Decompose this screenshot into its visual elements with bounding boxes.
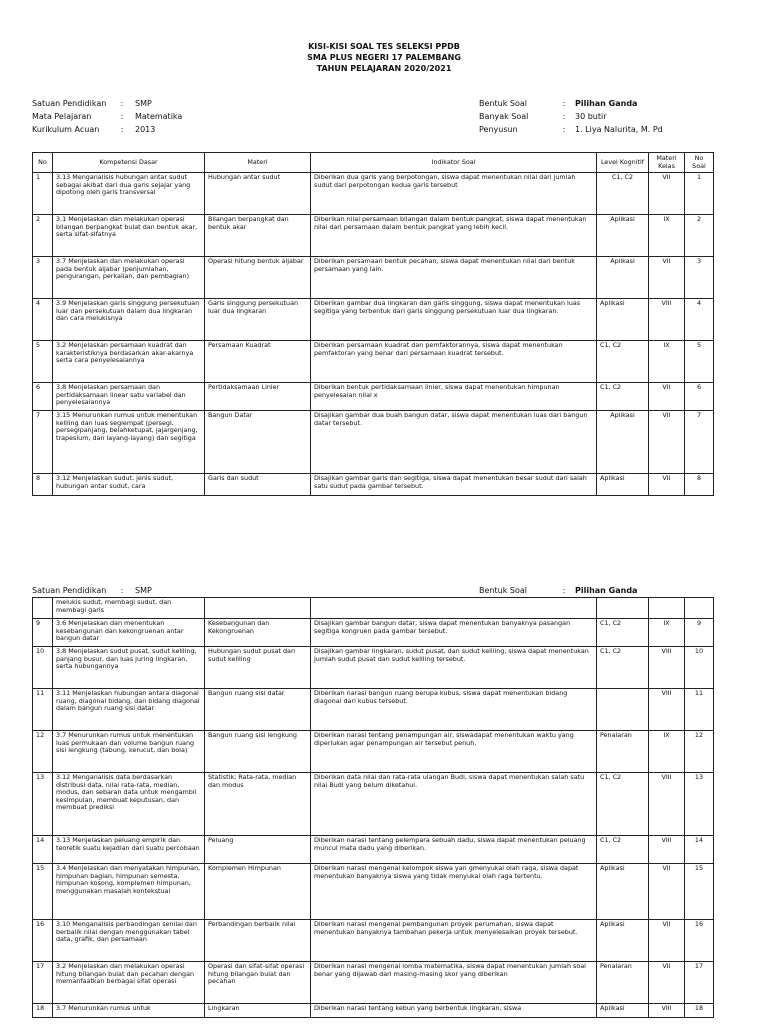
cell-kelas: IX bbox=[649, 731, 685, 773]
cell-no: 5 bbox=[33, 341, 53, 383]
table-row bbox=[33, 962, 714, 1004]
cell-nosoal: 3 bbox=[685, 257, 714, 299]
cell-indikator: Diberikan narasi tentang penampungan air, siswadapat menentukan waktu yang diperlukan agar penampungan air tersebut penuh. bbox=[311, 731, 597, 773]
meta-label: Mata Pelajaran bbox=[32, 112, 92, 121]
cell-kelas bbox=[649, 598, 685, 619]
meta-label: Satuan Pendidikan bbox=[32, 99, 107, 108]
cell-no: 14 bbox=[33, 836, 53, 864]
cell-level bbox=[597, 598, 649, 619]
meta-colon: : bbox=[562, 99, 566, 108]
kisi-table-page2 bbox=[32, 597, 714, 1018]
cell-no: 1 bbox=[33, 173, 53, 215]
cell-materi: Komplemen Himpunan bbox=[205, 864, 311, 920]
cell-kd: 3.7 Menjelaskan dan melakukan operasi pada bentuk aljabar (penjumlahan, pengurangan, perkalian, dan pembagian) bbox=[53, 257, 205, 299]
meta-bentuk bbox=[479, 97, 663, 110]
meta-penyusun bbox=[479, 123, 663, 136]
cell-no: 13 bbox=[33, 773, 53, 836]
cell-indikator: Disajikan gambar bangun datar, siswa dapat menentukan banyaknya pasangan segitiga kongruen pada gambar tersebut. bbox=[311, 619, 597, 647]
meta-colon: : bbox=[562, 125, 566, 134]
cell-indikator: Diberikan narasi mengenai kelompok siswa yan gmenyukai olah raga, siswa dapat menentukan banyaknya siswa yang tidak menyukai olah raga tertentu. bbox=[311, 864, 597, 920]
cell-no: 9 bbox=[33, 619, 53, 647]
header-no: No bbox=[33, 153, 53, 173]
cell-materi: Hubungan antar sudut bbox=[205, 173, 311, 215]
cell-kd: 3.9 Menjelaskan garis singgung persekutuan luar dan persekutuan dalam dua lingkaran dan cara melukisnya bbox=[53, 299, 205, 341]
cell-kd: melukis sudut, membagi sudut, dan membagi garis bbox=[53, 598, 205, 619]
table-header-row bbox=[33, 153, 714, 173]
cell-no: 8 bbox=[33, 474, 53, 496]
cell-materi: Peluang bbox=[205, 836, 311, 864]
meta-colon: : bbox=[120, 99, 124, 108]
cell-nosoal bbox=[685, 598, 714, 619]
cell-no: 11 bbox=[33, 689, 53, 731]
continuation-row bbox=[33, 598, 714, 619]
cell-nosoal: 15 bbox=[685, 864, 714, 920]
cell-level: C1, C2 bbox=[597, 383, 649, 411]
meta-value: 2013 bbox=[135, 125, 156, 134]
cell-kd: 3.2 Menjelaskan persamaan kuadrat dan karakteristiknya berdasarkan akar-akarnya serta cara penyelesaiannya bbox=[53, 341, 205, 383]
cell-kd: 3.1 Menjelaskan dan melakukan operasi bilangan berpangkat bulat dan bentuk akar, serta sifat-sifatnya bbox=[53, 215, 205, 257]
cell-nosoal: 5 bbox=[685, 341, 714, 383]
cell-indikator: Diberikan narasi mengenai lomba matematika, siswa dapat menentukan jumlah soal benar yang dijawab dari masing-masing skor yang diberikan bbox=[311, 962, 597, 1004]
cell-kelas: VIII bbox=[649, 1004, 685, 1018]
cell-materi: Bangun Datar bbox=[205, 411, 311, 474]
cell-materi: Perbandingan berbalik nilai bbox=[205, 920, 311, 962]
table-row bbox=[33, 474, 714, 496]
cell-kd: 3.12 Menganalisis data berdasarkan distribusi data, nilai rata-rata, median, modus, dan sebaran data untuk mengambil kesimpulan, membuat keputusan, dan membuat prediksi bbox=[53, 773, 205, 836]
cell-nosoal: 16 bbox=[685, 920, 714, 962]
cell-indikator: Diberikan data nilai dan rata-rata ulangan Budi, siswa dapat menentukan salah satu nilai Budi yang belum diketahui. bbox=[311, 773, 597, 836]
table-row bbox=[33, 920, 714, 962]
cell-indikator: Diberikan persamaan bentuk pecahan, siswa dapat menentukan nilai dari bentuk persamaan yang lain. bbox=[311, 257, 597, 299]
cell-no: 17 bbox=[33, 962, 53, 1004]
meta-label: Banyak Soal bbox=[479, 112, 529, 121]
meta-colon: : bbox=[120, 125, 124, 134]
cell-kd: 3.15 Menurunkan rumus untuk menentukan keliling dan luas segiempat (persegi, persegipanjang, belahketupat, jajargenjang, trapesium, dan layang-layang) dan segitiga bbox=[53, 411, 205, 474]
cell-kelas: VIII bbox=[649, 836, 685, 864]
cell-kd: 3.7 Menurunkan rumus untuk menentukan luas permukaan dan volume bangun ruang sisi lengkung (tabung, kerucut, dan bola) bbox=[53, 731, 205, 773]
cell-materi bbox=[205, 598, 311, 619]
cell-level: C1, C2 bbox=[597, 647, 649, 689]
cell-no: 6 bbox=[33, 383, 53, 411]
cell-kelas: IX bbox=[649, 215, 685, 257]
cell-materi: Statistik; Rata-rata, median dan modus bbox=[205, 773, 311, 836]
cell-nosoal: 11 bbox=[685, 689, 714, 731]
cell-indikator: Diberikan narasi tentang kebun yang berbentuk lingkaran, siswa bbox=[311, 1004, 597, 1018]
cell-level bbox=[597, 689, 649, 731]
cell-nosoal: 18 bbox=[685, 1004, 714, 1018]
cell-kd: 3.7 Menurunkan rumus untuk bbox=[53, 1004, 205, 1018]
cell-indikator: Diberikan narasi mengenai pembangunan proyek perumahan, siswa dapat menentukan banyaknya tambahan pekerja untuk menyelesaikan proyek tersebut. bbox=[311, 920, 597, 962]
meta-label: Satuan Pendidikan bbox=[32, 586, 107, 595]
cell-kelas: IX bbox=[649, 341, 685, 383]
cell-level: Aplikasi bbox=[597, 920, 649, 962]
cell-no: 10 bbox=[33, 647, 53, 689]
cell-materi: Bilangan berpangkat dan bentuk akar bbox=[205, 215, 311, 257]
cell-kelas: VII bbox=[649, 864, 685, 920]
cell-level: C1, C2 bbox=[597, 341, 649, 383]
cell-no: 2 bbox=[33, 215, 53, 257]
meta-value: SMP bbox=[135, 586, 152, 595]
cell-indikator: Diberikan dua garis yang berpotongan, siswa dapat menentukan nilai dari jumlah sudut dari perpotongan kedua garis tersebut bbox=[311, 173, 597, 215]
cell-kelas: IX bbox=[649, 619, 685, 647]
meta-label: Bentuk Soal bbox=[479, 586, 527, 595]
meta-colon: : bbox=[120, 586, 124, 595]
cell-indikator: Diberikan narasi bangun ruang berupa kubus, siswa dapat menentukan bidang diagonal dari kubus tersebut. bbox=[311, 689, 597, 731]
cell-materi: Garis dan sudut bbox=[205, 474, 311, 496]
cell-materi: Bangun ruang sisi datar bbox=[205, 689, 311, 731]
table-row bbox=[33, 173, 714, 215]
header-no-soal: No Soal bbox=[685, 153, 714, 173]
cell-kelas: VIII bbox=[649, 689, 685, 731]
table-row bbox=[33, 836, 714, 864]
cell-level: Aplikasi bbox=[597, 474, 649, 496]
meta-colon: : bbox=[562, 112, 566, 121]
cell-no: 3 bbox=[33, 257, 53, 299]
meta-mapel bbox=[32, 110, 182, 123]
meta-value: 1. Liya Nalurita, M. Pd bbox=[575, 125, 663, 134]
meta-value: Pilihan Ganda bbox=[575, 586, 638, 595]
cell-nosoal: 6 bbox=[685, 383, 714, 411]
document-title bbox=[0, 41, 768, 74]
meta-value: SMP bbox=[135, 99, 152, 108]
cell-no: 15 bbox=[33, 864, 53, 920]
meta-value: 30 butir bbox=[575, 112, 607, 121]
table-row bbox=[33, 215, 714, 257]
cell-kd: 3.11 Menjelaskan hubungan antara diagonal ruang, diagonal bidang, dan bidang diagonal dalam bangun ruang sisi datar bbox=[53, 689, 205, 731]
cell-kd: 3.8 Menjelaskan sudut pusat, sudut keliling, panjang busur, dan luas juring lingkaran, serta hubungannya bbox=[53, 647, 205, 689]
header-materi: Materi bbox=[205, 153, 311, 173]
cell-nosoal: 2 bbox=[685, 215, 714, 257]
title-line-3: TAHUN PELAJARAN 2020/2021 bbox=[316, 64, 452, 73]
cell-level: C1, C2 bbox=[597, 836, 649, 864]
cell-kelas: VIII bbox=[649, 647, 685, 689]
cell-level: Aplikasi bbox=[597, 864, 649, 920]
meta-colon: : bbox=[562, 586, 566, 595]
cell-materi: Persamaan Kuadrat bbox=[205, 341, 311, 383]
cell-kelas: VIII bbox=[649, 299, 685, 341]
cell-nosoal: 9 bbox=[685, 619, 714, 647]
table-row bbox=[33, 257, 714, 299]
cell-kd: 3.2 Menjelaskan dan melakukan operasi hitung bilangan bulat dan pecahan dengan memanfaatkan berbagai sifat operasi bbox=[53, 962, 205, 1004]
cell-kd: 3.12 Menjelaskan sudut, jenis sudut, hubungan antar sudut, cara bbox=[53, 474, 205, 496]
title-line-1: KISI-KISI SOAL TES SELEKSI PPDB bbox=[308, 42, 460, 51]
cell-kd: 3.8 Menjelaskan persamaan dan pertidaksamaan linear satu variabel dan penyelesaiannya bbox=[53, 383, 205, 411]
cell-nosoal: 1 bbox=[685, 173, 714, 215]
header-kompetensi-dasar: Kompetensi Dasar bbox=[53, 153, 205, 173]
table-row bbox=[33, 299, 714, 341]
cell-indikator: Disajikan gambar lingkaran, sudut pusat, dan sudut keliling, siswa dapat menentukan jumlah sudut pusat dan sudut keliling tersebut. bbox=[311, 647, 597, 689]
cell-level: Aplikasi bbox=[597, 215, 649, 257]
meta-right bbox=[479, 97, 663, 136]
meta-colon: : bbox=[120, 112, 124, 121]
cell-level: C1, C2 bbox=[597, 619, 649, 647]
cell-materi: Bangun ruang sisi lengkung bbox=[205, 731, 311, 773]
cell-no: 16 bbox=[33, 920, 53, 962]
table-row bbox=[33, 773, 714, 836]
table-row bbox=[33, 411, 714, 474]
cell-kelas: VII bbox=[649, 962, 685, 1004]
page2-meta-right bbox=[479, 584, 637, 597]
table-row bbox=[33, 689, 714, 731]
cell-kd: 3.10 Menganalisis perbandingan senilai dan berbalik nilai dengan menggunakan tabel data, grafik, dan persamaan bbox=[53, 920, 205, 962]
cell-nosoal: 8 bbox=[685, 474, 714, 496]
cell-nosoal: 12 bbox=[685, 731, 714, 773]
cell-materi: Kesebangunan dan Kekongruenan bbox=[205, 619, 311, 647]
meta-kurikulum bbox=[32, 123, 182, 136]
cell-no: 12 bbox=[33, 731, 53, 773]
table-row bbox=[33, 864, 714, 920]
header-indikator: Indikator Soal bbox=[311, 153, 597, 173]
cell-level: Aplikasi bbox=[597, 411, 649, 474]
table-row bbox=[33, 619, 714, 647]
table-row bbox=[33, 647, 714, 689]
page2-meta-left bbox=[32, 584, 152, 597]
cell-indikator: Disajikan gambar garis dan segitiga, siswa dapat menentukan besar sudut dari salah satu sudut pada gambar tersebut. bbox=[311, 474, 597, 496]
page2-satuan bbox=[32, 584, 152, 597]
cell-kelas: VII bbox=[649, 411, 685, 474]
header-materi-kelas: Materi Kelas bbox=[649, 153, 685, 173]
meta-label: Penyusun bbox=[479, 125, 518, 134]
cell-indikator: Diberikan gambar dua lingkaran dan garis singgung, siswa dapat menentukan luas segitiga yang terbentuk dari garis singgung persekutuan luar dua lingkaran. bbox=[311, 299, 597, 341]
meta-banyak bbox=[479, 110, 663, 123]
cell-level: Penalaran bbox=[597, 731, 649, 773]
meta-satuan bbox=[32, 97, 182, 110]
cell-materi: Hubungan sudut pusat dan sudut keliling bbox=[205, 647, 311, 689]
meta-left bbox=[32, 97, 182, 136]
cell-level: C1, C2 bbox=[597, 773, 649, 836]
cell-level: C1, C2 bbox=[597, 173, 649, 215]
cell-indikator: Diberikan nilai persamaan bilangan dalam bentuk pangkat, siswa dapat menentukan nilai dari persamaan dalam bentuk pangkat yang lebih kecil. bbox=[311, 215, 597, 257]
cell-kelas: VII bbox=[649, 173, 685, 215]
cell-level: Aplikasi bbox=[597, 1004, 649, 1018]
kisi-table-page1 bbox=[32, 152, 714, 496]
cell-nosoal: 10 bbox=[685, 647, 714, 689]
cell-materi: Garis singgung persekutuan luar dua lingkaran bbox=[205, 299, 311, 341]
cell-indikator: Disajikan gambar dua buah bangun datar, siswa dapat menentukan luas dari bangun datar tersebut. bbox=[311, 411, 597, 474]
cell-no: 7 bbox=[33, 411, 53, 474]
meta-value: Matematika bbox=[135, 112, 183, 121]
cell-materi: Operasi hitung bentuk aljabar bbox=[205, 257, 311, 299]
cell-materi: Lingkaran bbox=[205, 1004, 311, 1018]
cell-kd: 3.13 Menjelaskan peluang empirik dan teoretik suatu kejadian dari suatu percobaan bbox=[53, 836, 205, 864]
page2-bentuk bbox=[479, 584, 637, 597]
table-row bbox=[33, 1004, 714, 1018]
cell-kd: 3.13 Menganalisis hubungan antar sudut sebagai akibat dari dua garis sejajar yang dipotong oleh garis transversal bbox=[53, 173, 205, 215]
table-row bbox=[33, 383, 714, 411]
cell-kelas: VIII bbox=[649, 773, 685, 836]
cell-kelas: VII bbox=[649, 257, 685, 299]
cell-nosoal: 14 bbox=[685, 836, 714, 864]
cell-no bbox=[33, 598, 53, 619]
header-level-kognitif: Level Kognitif bbox=[597, 153, 649, 173]
cell-kd: 3.4 Menjelaskan dan menyatakan himpunan, himpunan bagian, himpunan semesta, himpunan kosong, komplemen himpunan, menggunakan masalah kontekstual bbox=[53, 864, 205, 920]
cell-indikator: Diberikan bentuk pertidaksamaan linier, siswa dapat menentukan himpunan penyelesaian nilai x bbox=[311, 383, 597, 411]
meta-label: Kurikulum Acuan bbox=[32, 125, 100, 134]
cell-level: Penalaran bbox=[597, 962, 649, 1004]
cell-indikator: Diberikan persamaan kuadrat dan pemfaktorannya, siswa dapat menentukan pemfaktoran yang benar dari persamaan kuadrat tersebut. bbox=[311, 341, 597, 383]
cell-kd: 3.6 Menjelaskan dan menentukan kesebangunan dan kekongruenan antar bangun datar bbox=[53, 619, 205, 647]
cell-level: Aplikasi bbox=[597, 299, 649, 341]
table-row bbox=[33, 731, 714, 773]
cell-materi: Operasi dan sifat-sifat operasi hitung bilangan bulat dan pecahan bbox=[205, 962, 311, 1004]
meta-value: Pilihan Ganda bbox=[575, 99, 638, 108]
cell-nosoal: 17 bbox=[685, 962, 714, 1004]
cell-nosoal: 13 bbox=[685, 773, 714, 836]
cell-no: 18 bbox=[33, 1004, 53, 1018]
title-line-2: SMA PLUS NEGERI 17 PALEMBANG bbox=[307, 53, 461, 62]
cell-level: Aplikasi bbox=[597, 257, 649, 299]
cell-kelas: VII bbox=[649, 474, 685, 496]
cell-no: 4 bbox=[33, 299, 53, 341]
cell-kelas: VII bbox=[649, 920, 685, 962]
cell-indikator bbox=[311, 598, 597, 619]
cell-nosoal: 4 bbox=[685, 299, 714, 341]
cell-nosoal: 7 bbox=[685, 411, 714, 474]
cell-kelas: VII bbox=[649, 383, 685, 411]
table-row bbox=[33, 341, 714, 383]
cell-indikator: Diberikan narasi tentang pelempara sebuah dadu, siswa dapat menentukan peluang muncul mata dadu yang diberikan. bbox=[311, 836, 597, 864]
meta-label: Bentuk Soal bbox=[479, 99, 527, 108]
cell-materi: Pertidaksamaan Linier bbox=[205, 383, 311, 411]
